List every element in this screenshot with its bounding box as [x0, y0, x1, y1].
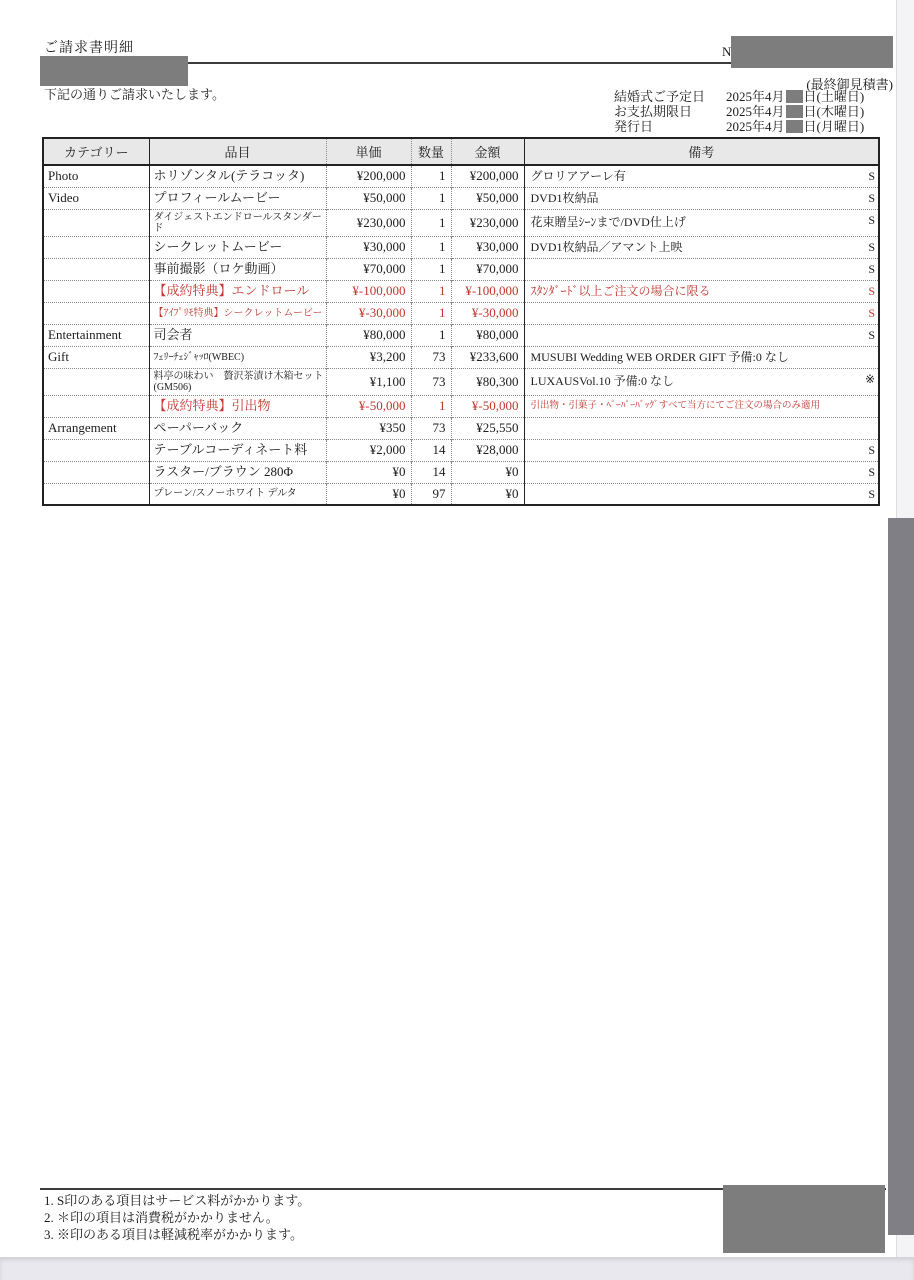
cell-category: Video — [43, 187, 149, 209]
service-mark: S — [868, 212, 875, 227]
cell-amount: ¥28,000 — [451, 439, 524, 461]
cell-quantity: 1 — [411, 302, 451, 324]
cell-item: 【ｱｲﾌﾟﾘﾓ特典】シークレットムービー — [149, 302, 326, 324]
table-row — [43, 236, 879, 258]
cell-quantity: 1 — [411, 280, 451, 302]
footnote-line: 1. S印のある項目はサービス料がかかります。 — [44, 1193, 311, 1208]
date-label: お支払期限日 — [614, 104, 693, 119]
note-text: 花束贈呈ｼｰﾝまで/DVD仕上げ — [530, 215, 686, 229]
table-row — [43, 324, 879, 346]
cell-quantity: 97 — [411, 483, 451, 505]
cell-unit-price: ¥0 — [326, 461, 411, 483]
note-text: 引出物・引菓子・ﾍﾟｰﾊﾟｰﾊﾞｯｸﾞすべて当方にてご注文の場合のみ適用 — [530, 400, 821, 411]
invoice-table — [42, 137, 880, 506]
column-header: 品目 — [149, 138, 326, 165]
intro-text: 下記の通りご請求いたします。 — [44, 87, 225, 102]
redaction-box-date-day — [786, 120, 803, 133]
cell-note — [524, 165, 879, 187]
cell-item: ホリゾンタル(テラコッタ) — [149, 165, 326, 187]
page-title: ご請求書明細 — [44, 41, 134, 56]
cell-note — [524, 395, 879, 417]
date-value-prefix: 2025年4月 — [726, 104, 785, 119]
redaction-box-doc-number — [731, 36, 893, 68]
note-text: DVD1枚納品／アマント上映 — [530, 239, 683, 254]
date-label: 結婚式ご予定日 — [614, 89, 706, 104]
cell-quantity: 73 — [411, 368, 451, 395]
cell-unit-price: ¥230,000 — [326, 209, 411, 236]
cell-category — [43, 461, 149, 483]
cell-quantity: 1 — [411, 395, 451, 417]
table-row — [43, 209, 879, 236]
cell-unit-price: ¥200,000 — [326, 165, 411, 187]
cell-note — [524, 187, 879, 209]
table-row — [43, 417, 879, 439]
cell-unit-price: ¥1,100 — [326, 368, 411, 395]
cell-note — [524, 461, 879, 483]
column-header: 数量 — [411, 138, 451, 165]
cell-quantity: 1 — [411, 187, 451, 209]
cell-item: ダイジェストエンドロールスタンダード — [149, 209, 326, 236]
cell-item: シークレットムービー — [149, 236, 326, 258]
cell-unit-price: ¥0 — [326, 483, 411, 505]
cell-category: Arrangement — [43, 417, 149, 439]
table-row — [43, 258, 879, 280]
column-header: カテゴリー — [43, 138, 149, 165]
cell-item: 【成約特典】エンドロール — [149, 280, 326, 302]
cell-amount: ¥25,550 — [451, 417, 524, 439]
table-row — [43, 368, 879, 395]
date-value — [726, 119, 864, 134]
cell-quantity: 1 — [411, 209, 451, 236]
date-row — [614, 119, 864, 134]
dates-block — [614, 89, 864, 134]
cell-note — [524, 324, 879, 346]
cell-amount: ¥80,300 — [451, 368, 524, 395]
cell-category — [43, 209, 149, 236]
cell-category — [43, 302, 149, 324]
table-row — [43, 187, 879, 209]
cell-unit-price: ¥3,200 — [326, 346, 411, 368]
cell-item: テーブルコーディネート料 — [149, 439, 326, 461]
column-header: 単価 — [326, 138, 411, 165]
cell-unit-price: ¥50,000 — [326, 187, 411, 209]
service-mark: S — [868, 486, 875, 501]
page-bottom-edge — [0, 1257, 914, 1280]
note-text: MUSUBI Wedding WEB ORDER GIFT 予備:0 なし — [530, 349, 789, 364]
cell-amount: ¥-30,000 — [451, 302, 524, 324]
cell-quantity: 14 — [411, 439, 451, 461]
cell-category — [43, 258, 149, 280]
cell-category — [43, 368, 149, 395]
cell-note — [524, 258, 879, 280]
redaction-box-date-day — [786, 90, 803, 103]
cell-quantity: 14 — [411, 461, 451, 483]
cell-category — [43, 236, 149, 258]
cell-category: Entertainment — [43, 324, 149, 346]
cell-note — [524, 368, 879, 395]
cell-item: プレーン/スノーホワイト デルタ — [149, 483, 326, 505]
date-value-suffix: 日(月曜日) — [803, 119, 865, 134]
right-redaction-strip — [888, 518, 914, 1235]
cell-note — [524, 439, 879, 461]
date-value-suffix: 日(木曜日) — [803, 104, 865, 119]
cell-item: 司会者 — [149, 324, 326, 346]
note-text: ｽﾀﾝﾀﾞｰﾄﾞ以上ご注文の場合に限る — [530, 283, 711, 298]
cell-unit-price: ¥-30,000 — [326, 302, 411, 324]
column-header: 金額 — [451, 138, 524, 165]
table-row — [43, 280, 879, 302]
service-mark: S — [868, 305, 875, 320]
redaction-box-date-day — [786, 105, 803, 118]
date-value-suffix: 日(土曜日) — [803, 89, 865, 104]
footnote-line: 2. ＊印の項目は消費税がかかりません。 — [44, 1210, 279, 1225]
table-row — [43, 439, 879, 461]
cell-quantity: 1 — [411, 165, 451, 187]
cell-note — [524, 346, 879, 368]
service-mark: S — [868, 169, 875, 183]
cell-item: 【成約特典】引出物 — [149, 395, 326, 417]
cell-item: 料亭の味わい 贅沢茶漬け木箱セット(GM506) — [149, 368, 326, 395]
doc-number-prefix: N — [722, 44, 732, 59]
cell-amount: ¥80,000 — [451, 324, 524, 346]
date-value-prefix: 2025年4月 — [726, 89, 785, 104]
cell-category: Photo — [43, 165, 149, 187]
cell-unit-price: ¥80,000 — [326, 324, 411, 346]
estimate-note: (最終御見積書) — [806, 77, 893, 92]
service-mark: S — [868, 327, 875, 342]
note-text: LUXAUSVol.10 予備:0 なし — [530, 374, 674, 388]
table-row — [43, 395, 879, 417]
cell-quantity: 1 — [411, 236, 451, 258]
cell-note — [524, 417, 879, 439]
cell-amount: ¥30,000 — [451, 236, 524, 258]
date-row — [614, 104, 864, 119]
cell-quantity: 1 — [411, 258, 451, 280]
cell-amount: ¥200,000 — [451, 165, 524, 187]
service-mark: S — [868, 190, 875, 205]
service-mark: S — [868, 464, 875, 479]
cell-unit-price: ¥-50,000 — [326, 395, 411, 417]
date-value-prefix: 2025年4月 — [726, 119, 785, 134]
cell-quantity: 1 — [411, 324, 451, 346]
cell-item: ペーパーバック — [149, 417, 326, 439]
cell-note — [524, 483, 879, 505]
invoice-table-body — [43, 165, 879, 505]
table-row — [43, 302, 879, 324]
date-label: 発行日 — [614, 119, 654, 134]
note-text: グロリアアーレ有 — [530, 168, 626, 183]
redaction-box-footer-right — [723, 1185, 885, 1253]
cell-unit-price: ¥2,000 — [326, 439, 411, 461]
cell-quantity: 73 — [411, 417, 451, 439]
cell-note — [524, 209, 879, 236]
cell-quantity: 73 — [411, 346, 451, 368]
column-header: 備考 — [524, 138, 879, 165]
cell-amount: ¥233,600 — [451, 346, 524, 368]
note-text: DVD1枚納品 — [530, 190, 599, 205]
cell-category — [43, 280, 149, 302]
date-value — [726, 89, 864, 104]
cell-amount: ¥230,000 — [451, 209, 524, 236]
cell-note — [524, 236, 879, 258]
redaction-box-header-left — [40, 56, 188, 86]
cell-unit-price: ¥70,000 — [326, 258, 411, 280]
cell-unit-price: ¥-100,000 — [326, 280, 411, 302]
cell-item: ラスター/ブラウン 280Φ — [149, 461, 326, 483]
cell-amount: ¥50,000 — [451, 187, 524, 209]
cell-unit-price: ¥350 — [326, 417, 411, 439]
service-mark: ※ — [864, 371, 875, 386]
service-mark: S — [868, 261, 875, 276]
cell-amount: ¥70,000 — [451, 258, 524, 280]
cell-item: プロフィールムービー — [149, 187, 326, 209]
table-row — [43, 165, 879, 187]
cell-amount: ¥-100,000 — [451, 280, 524, 302]
cell-item: ﾌｪﾘｰﾁｪｼﾞｬｯﾛ(WBEC) — [149, 346, 326, 368]
cell-item: 事前撮影（ロケ動画） — [149, 258, 326, 280]
service-mark: S — [868, 442, 875, 457]
cell-category — [43, 395, 149, 417]
service-mark: S — [868, 283, 875, 298]
table-row — [43, 346, 879, 368]
table-header-row — [43, 138, 879, 165]
cell-unit-price: ¥30,000 — [326, 236, 411, 258]
cell-note — [524, 302, 879, 324]
cell-amount: ¥-50,000 — [451, 395, 524, 417]
footnotes — [44, 1192, 310, 1243]
date-value — [726, 104, 864, 119]
footnote-line: 3. ※印のある項目は軽減税率がかかります。 — [44, 1227, 303, 1242]
cell-category: Gift — [43, 346, 149, 368]
cell-amount: ¥0 — [451, 483, 524, 505]
service-mark: S — [868, 239, 875, 254]
date-row — [614, 89, 864, 104]
cell-category — [43, 439, 149, 461]
table-row — [43, 483, 879, 505]
cell-amount: ¥0 — [451, 461, 524, 483]
table-row — [43, 461, 879, 483]
cell-note — [524, 280, 879, 302]
cell-category — [43, 483, 149, 505]
